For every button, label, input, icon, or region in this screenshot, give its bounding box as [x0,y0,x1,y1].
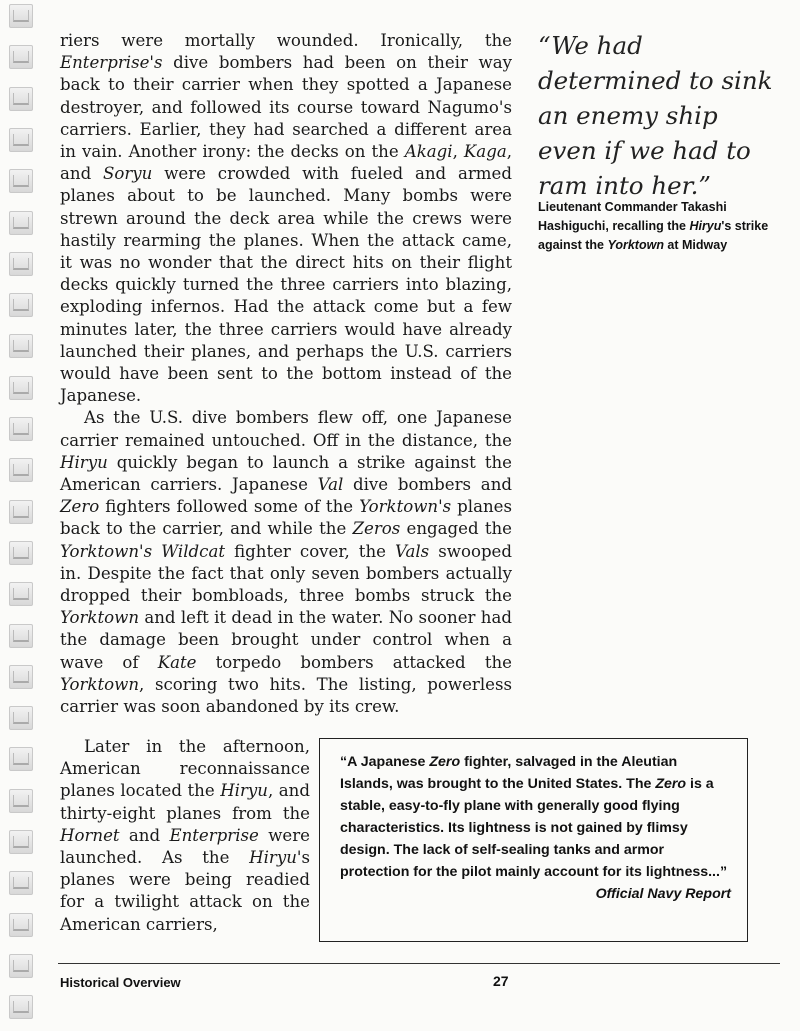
binder-ring [9,995,33,1019]
binder-ring [9,128,33,152]
binder-ring [9,334,33,358]
binder-ring [9,706,33,730]
binder-ring [9,747,33,771]
pull-quote-attribution: Lieutenant Commander Takashi Hashiguchi, recalling the Hiryu's strike against the Yorktown at Midway [538,200,769,252]
binder-ring [9,830,33,854]
sidebar-quote-text: “A Japanese Zero fighter, salvaged in the Aleutian Islands, was brought to the United States. The Zero is a stable, easy-to-fly plane with generally good flying characteristics. Its lightness is not gained by flimsy design. The lack of self-sealing tanks and armor protection for the pilot mainly account for its lightness...” [340,754,728,880]
binder-ring [9,4,33,28]
binder-rings [0,0,40,1031]
main-text-continued [60,736,310,936]
binder-ring [9,624,33,648]
binder-ring [9,500,33,524]
binder-ring [9,665,33,689]
binder-ring [9,87,33,111]
footer-rule [58,963,780,964]
binder-ring [9,913,33,937]
footer-section-label: Historical Overview [60,975,181,990]
binder-ring [9,293,33,317]
paragraph-2: As the U.S. dive bombers flew off, one Japanese carrier remained untouched. Off in the distance, the Hiryu quickly began to launch a strike against the American carriers. Japanese Val dive bombers and Zero fighters followed some of the Yorktown's planes back to the carrier, and while the Zeros engaged the Yorktown's Wildcat fighter cover, the Vals swooped in. Despite the fact that only seven bombers actually dropped their bombloads, three bombs struck the Yorktown and left it dead in the water. No sooner had the damage been brought under control when a wave of Kate torpedo bombers attacked the Yorktown, scoring two hits. The listing, powerless carrier was soon abandoned by its crew. [60,408,513,717]
binder-ring [9,376,33,400]
binder-ring [9,45,33,69]
binder-ring [9,252,33,276]
paragraph-3: Later in the afternoon, American reconnaissance planes located the Hiryu, and thirty-eight planes from the Hornet and Enterprise were launched. As the Hiryu's planes were being readied for a twilight attack on the American carriers, [60,737,310,934]
sidebar-quote-box [319,738,748,942]
pull-quote: “We had determined to sink an enemy ship even if we had to ram into her.” [538,31,773,200]
main-text-column [60,30,512,718]
binder-ring [9,582,33,606]
binder-ring [9,417,33,441]
binder-ring [9,458,33,482]
binder-ring [9,954,33,978]
binder-ring [9,789,33,813]
binder-ring [9,211,33,235]
binder-ring [9,541,33,565]
page-number: 27 [493,973,509,989]
binder-ring [9,169,33,193]
sidebar-quote-source: Official Navy Report [595,886,731,902]
paragraph-1: riers were mortally wounded. Ironically, the Enterprise's dive bombers had been on their way back to their carrier when they spotted a Japanese destroyer, and followed its course toward Nagumo's carriers. Earlier, they had searched a different area in vain. Another irony: the decks on the Akagi, Kaga, and Soryu were crowded with fueled and armed planes about to be launched. Many bombs were strewn around the deck area while the crews were hastily rearming the planes. When the attack came, it was no wonder that the direct hits on their flight decks quickly turned the three carriers into blazing, exploding infernos. Had the attack come but a few minutes later, the three carriers would have already launched their planes, and perhaps the U.S. carriers would have been sent to the bottom instead of the Japanese. [60,31,512,406]
binder-ring [9,871,33,895]
